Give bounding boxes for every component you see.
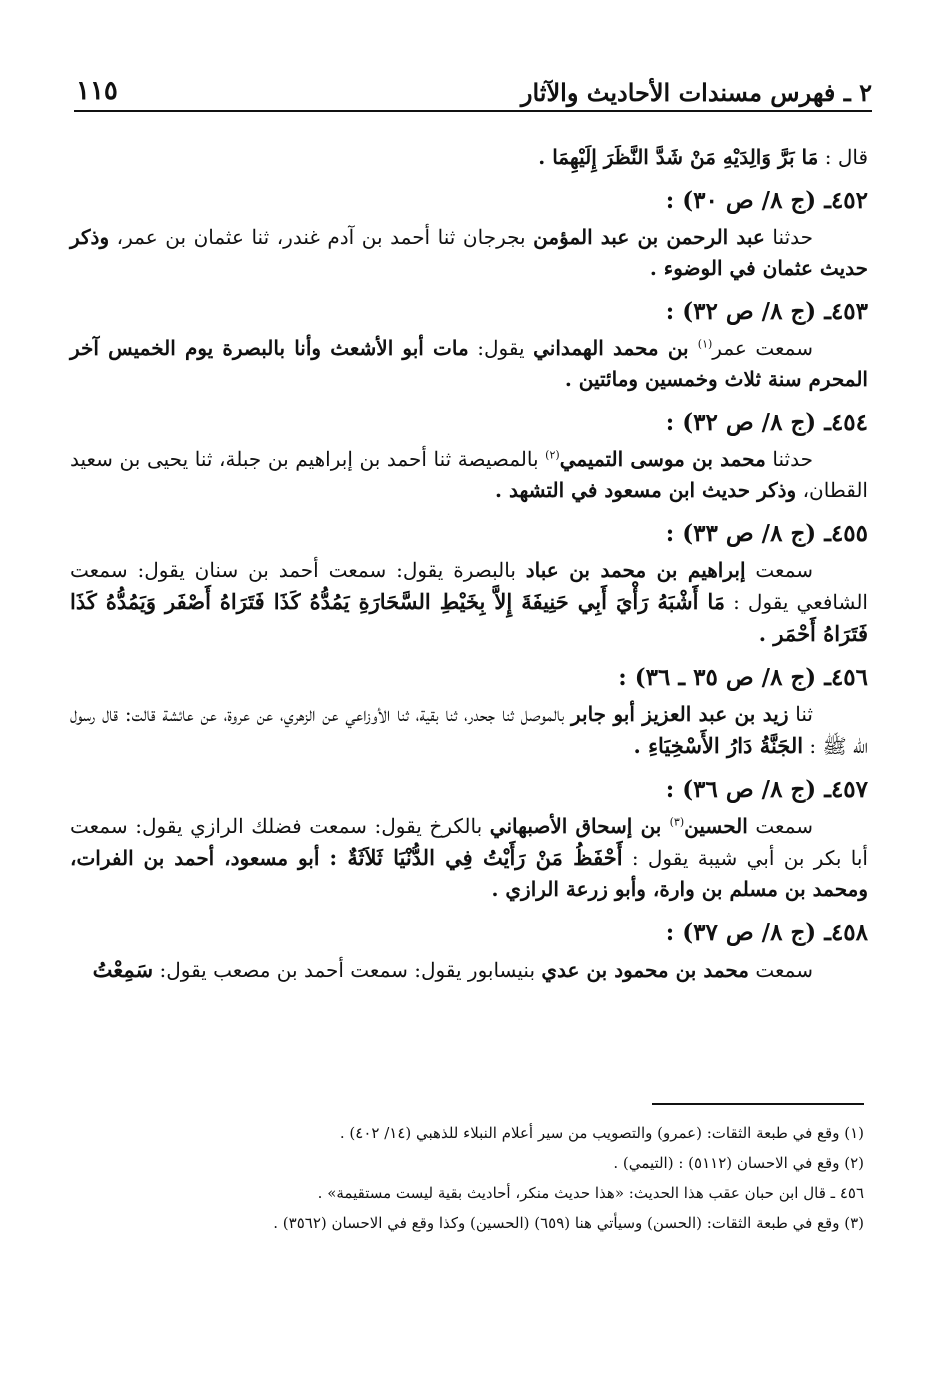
text-segment: ثنا [788,702,813,726]
entry-heading [70,186,868,216]
entry [70,663,868,762]
entry-reference: ـ (ج ٨/ ص ٣٦) : [665,776,831,803]
quoted-saying: سَمِعْتُ [92,957,154,982]
entry-reference: ـ (ج ٨/ ص ٣٣) : [665,520,831,547]
narrator-name: محمد بن محمود بن عدي [541,958,750,982]
text-segment: يقول: [468,336,534,360]
entry-number: ٤٥٣ [830,298,868,325]
narrator-name: الحسين [684,814,748,838]
footnote-marker: (١) [697,337,713,351]
text-segment: حدثنا [765,447,813,471]
quoted-saying: الجَنَّةُ دَارُ الأَسْخِيَاءِ . [633,733,804,758]
entry-reference: ـ (ج ٨/ ص ٣٧) : [665,919,831,946]
text-segment: بالمصيصة ثنا أحمد بن إبراهيم بن جبلة، ثنا يحيى بن سعيد القطان، [70,447,868,502]
footnote: (٢) وقع في الاحسان (٥١١٢) : (التيمي) . [613,1154,864,1172]
entry-number: ٤٥٥ [830,520,868,547]
narrator-name: بن إسحاق الأصبهاني [489,814,670,838]
text-segment: سمعت [745,558,814,582]
footnotes [64,1118,864,1238]
entry [70,918,868,986]
text-segment: سمعت [747,814,814,838]
entry-heading [70,663,868,693]
entry-heading [70,918,868,948]
text-segment: بالموصل ثنا جحدر، ثنا بقية، ثنا الأوزاعي عن الزهري، عن عروة، عن عائشة قالت: قال رسول الله ﷺ : [70,702,868,758]
footnote: (٣) وقع في طبعة الثقات: (الحسن) وسيأتي هنا (٦٥٩) (الحسين) وكذا وقع في الاحسان (٣٥٦٢) . [273,1214,864,1232]
footnote: ٤٥٦ ـ قال ابن حبان عقب هذا الحديث: «هذا حديث منكر، أحاديث بقية ليست مستقيمة» . [317,1184,864,1202]
intro-prefix: قال : [824,145,868,169]
narrator-name: محمد بن موسى التميمي [559,447,766,471]
entry-reference: ـ (ج ٨/ ص ٣٠) : [665,187,831,214]
entry-text [70,222,868,284]
running-header [74,76,872,112]
entry [70,297,868,395]
entry-text [70,555,868,650]
narrator-name: وذكر حديث عثمان في الوضوء . [70,225,868,280]
footnote: (١) وقع في طبعة الثقات: (عمرو) والتصويب من سير أعلام النبلاء للذهبي (١٤/ ٤٠٢) . [339,1124,864,1142]
entries-list [70,186,868,986]
entry-number: ٤٥٤ [830,409,868,436]
entry-reference: ـ (ج ٨/ ص ٣٥ ـ ٣٦) : [618,664,831,691]
intro-quote: مَا بَرَّ وَالِدَيْهِ مَنْ شَدَّ النَّظَرَ إِلَيْهِمَا . [538,145,819,169]
entry-reference: ـ (ج ٨/ ص ٣٢) : [665,409,831,436]
text-segment: بنيسابور يقول: سمعت أحمد بن مصعب يقول: [153,958,542,982]
entry-number: ٤٥٧ [830,776,868,803]
entry-text [70,699,868,762]
entry-heading [70,297,868,327]
text-segment: بالبصرة يقول: سمعت أحمد بن سنان يقول: سمعت الشافعي يقول : [70,558,868,614]
narrator-name: أبو مسعود، أحمد بن الفرات، ومحمد بن مسلم بن وارة، وأبو زرعة الرازي . [70,846,868,901]
main-text [70,142,868,986]
entry [70,408,868,506]
footnote-marker: (٢) [545,448,560,462]
narrator-name: إبراهيم بن محمد بن عباد [525,558,746,582]
quoted-saying: أَحْفَظُ مَنْ رَأَيْتُ فِي الدُّنْيَا ثَلاَثَةٌ : [329,845,623,870]
entry-heading [70,408,868,438]
intro-line [70,142,868,173]
running-title: ٢ ـ فهرس مسندات الأحاديث والآثار [520,78,872,107]
text-segment: بجرجان ثنا أحمد بن آدم غندر، ثنا عثمان بن عمر، [109,225,534,249]
footnote-marker: (٣) [669,815,685,829]
text-segment: سمعت [749,958,813,982]
entry-heading [70,775,868,805]
entry-number: ٤٥٦ [830,664,868,691]
footnote-separator [652,1103,864,1105]
entry-text [70,444,868,506]
entry [70,519,868,650]
narrator-name: مات أبو الأشعث وأنا بالبصرة يوم الخميس آخر المحرم سنة ثلاث وخمسين ومائتين . [70,336,868,391]
entry-text [70,811,868,905]
narrator-name: وذكر حديث ابن مسعود في التشهد . [495,478,797,502]
text-segment: سمعت عمر [712,336,813,360]
text-segment: حدثنا [764,225,813,249]
quoted-saying: مَا أَشْبَهُ رَأْيَ أَبِي حَنِيفَةَ إِلاَّ بِخَيْطِ السَّحَارَةِ يَمُدُّهُ كَذَا فَتَرَاهُ أَصْفَر وَيَمُدُّهُ كَذَا فَتَرَاهُ أَحْمَر . [70,589,868,646]
narrator-name: بن محمد الهمداني [533,336,698,360]
entry-text [70,954,868,986]
entry-number: ٤٥٢ [830,187,868,214]
entry [70,186,868,284]
entry [70,775,868,905]
entry-text [70,333,868,395]
narrator-name: عبد الرحمن بن عبد المؤمن [533,225,765,249]
page-number: ١١٥ [76,76,118,106]
text-segment: بالكرخ يقول: سمعت فضلك الرازي يقول: سمعت أبا بكر بن أبي شيبة يقول : [70,814,868,870]
entry-number: ٤٥٨ [830,919,868,946]
narrator-name: زيد بن عبد العزيز أبو جابر [570,702,789,726]
entry-heading [70,519,868,549]
entry-reference: ـ (ج ٨/ ص ٣٢) : [665,298,831,325]
